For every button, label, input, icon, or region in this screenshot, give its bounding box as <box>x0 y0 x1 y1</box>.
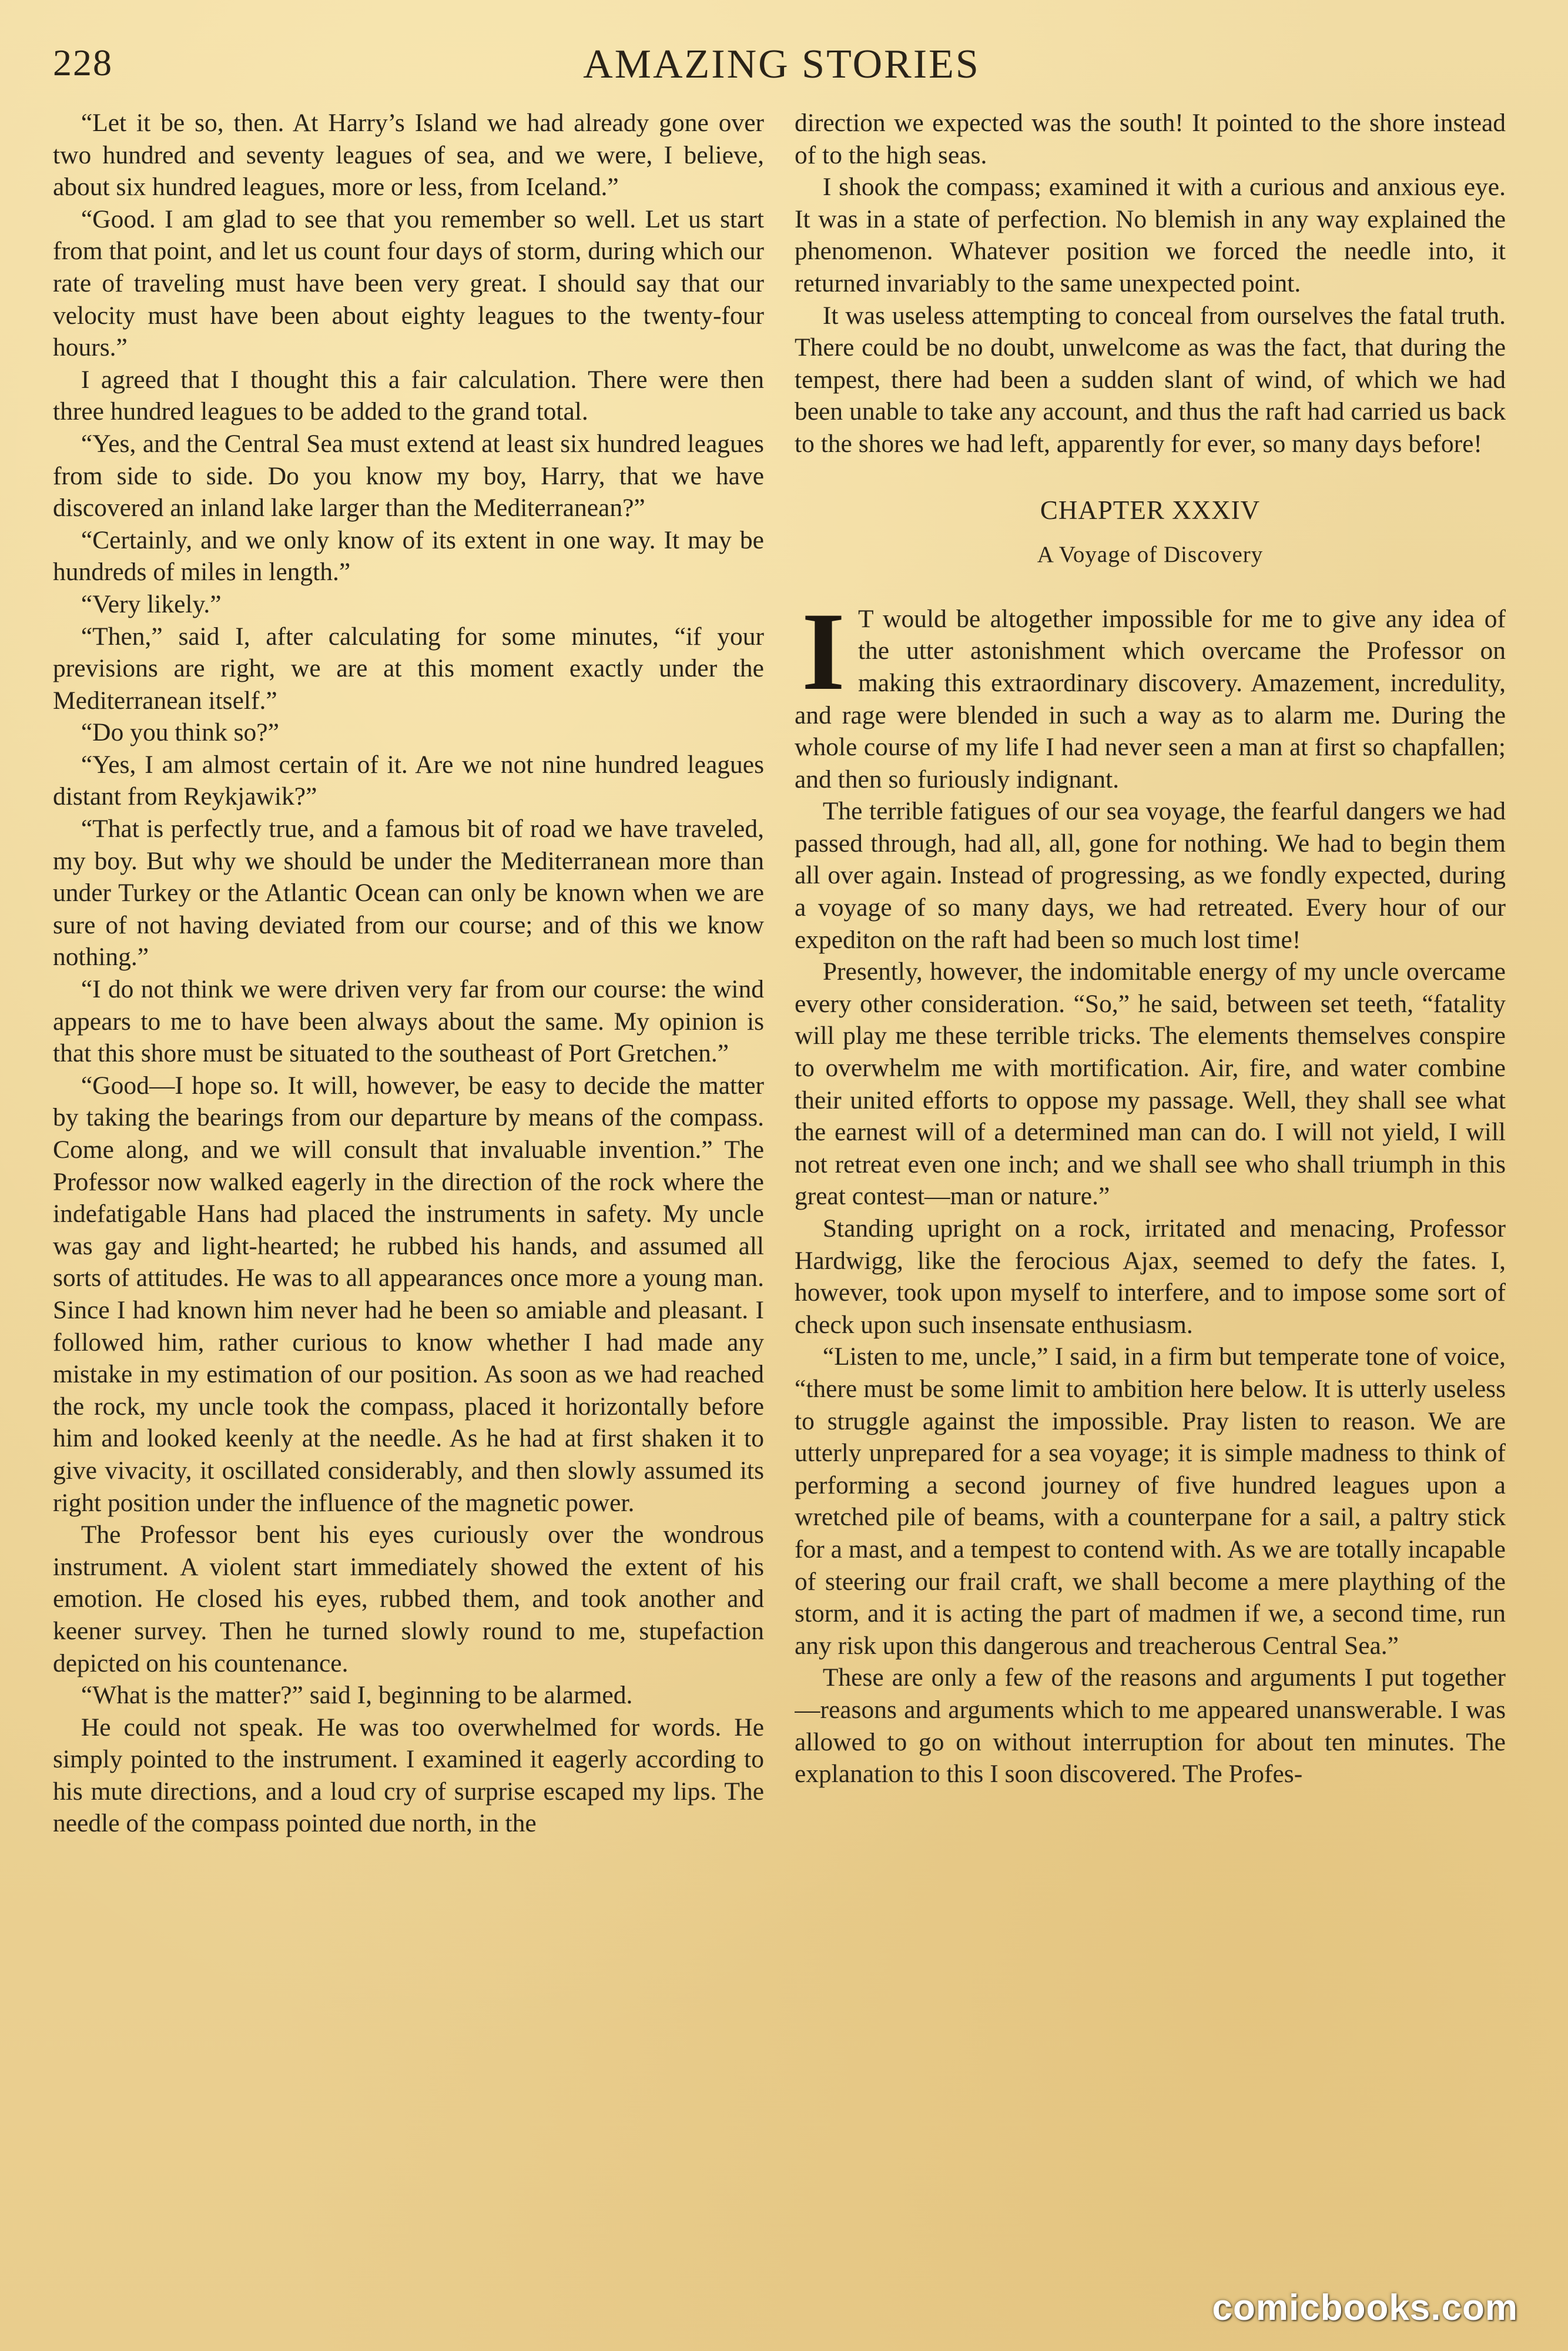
paragraph: “Yes, and the Central Sea must extend at least six hundred leagues from side to side. Do you know my boy, Harry, that we have discovered an inland lake larger than the Mediterranean?” <box>53 429 764 523</box>
paragraph: The terrible fatigues of our sea voyage, the fearful dangers we had passed through, had all, all, gone for nothing. We had to begin them all over again. Instead of progressing, as we fondly expected, during a voyage of so many days, we had retreated. Every hour of our expediton on the raft had been so much lost time! <box>795 797 1506 954</box>
paragraph: “Let it be so, then. At Harry’s Island we had already gone over two hundred and seventy leagues of sea, and we were, I believe, about six hundred leagues, more or less, from Iceland.” <box>53 109 764 202</box>
paragraph: “What is the matter?” said I, beginning to be alarmed. <box>81 1681 633 1710</box>
page-header <box>53 41 1510 94</box>
paragraph: I shook the compass; examined it with a curious and anxious eye. It was in a state of perfection. No blemish in any way explained the phenomenon. Whatever position we forced the needle into, it returned invariably to the same unexpected point. <box>795 173 1506 297</box>
paragraph: “I do not think we were driven very far from our course: the wind appears to me to have been always about the same. My opinion is that this shore must be situated to the southeast of Port Gretchen.” <box>53 975 764 1068</box>
paragraph: He could not speak. He was too overwhelmed for words. He simply pointed to the instrument. I examined it eagerly according to his mute directions, and a loud cry of surprise escaped my lips. The needle of the compass pointed due north, in the <box>53 1713 764 1838</box>
chapter-heading: CHAPTER XXXIV <box>1040 495 1261 525</box>
paragraph: “Good—I hope so. It will, however, be easy to decide the matter by taking the bearings from our departure by means of the compass. Come along, and we will consult that invaluable invention.” The Professor now walked eagerly in the direction of the rock where the indefatigable Hans had placed the instruments in safety. My uncle was gay and light-hearted; he rubbed his hands, and assumed all sorts of attitudes. He was to all appearances once more a young man. Since I had known him never had he been so amiable and pleasant. I followed him, rather curious to know whether I had made any mistake in my estimation of our position. As soon as we had reached the rock, my uncle took the compass, placed it horizontally before him and looked keenly at the needle. As he had at first shaken it to give vivacity, it oscillated considerably, and then slowly assumed its right position under the influence of the magnetic power. <box>53 1071 764 1517</box>
paragraph: Presently, however, the indomitable energy of my uncle overcame every other consideration. “So,” he said, between set teeth, “fatality will play me these terrible tricks. The elements themselves conspire to overwhelm me with mortification. Air, fire, and water combine their united efforts to oppose my passage. Well, they shall see what the earnest will of a determined man can do. I will not yield, I will not retreat even one inch; and we shall see who shall triumph in this great contest—man or nature.” <box>795 957 1506 1211</box>
paragraph: Standing upright on a rock, irritated and menacing, Professor Hardwigg, like the ferocious Ajax, seemed to defy the fates. I, however, took upon myself to interfere, and to impose some sort of check upon such insensate enthusiasm. <box>795 1214 1506 1339</box>
chapter-opening-paragraph <box>795 590 1506 796</box>
paragraph: “Very likely.” <box>81 590 222 618</box>
paragraph: “Good. I am glad to see that you remember so well. Let us start from that point, and let us count four days of storm, during which our rate of traveling must have been very great. I should say that our velocity must have been about eighty leagues to the twenty-four hours.” <box>53 205 764 362</box>
page-number: 228 <box>53 42 113 83</box>
paragraph: “Do you think so?” <box>81 718 279 747</box>
paragraph: I agreed that I thought this a fair calculation. There were then three hundred leagues to be added to the grand total. <box>53 365 764 426</box>
paragraph: “Certainly, and we only know of its extent in one way. It may be hundreds of miles in length.” <box>53 525 764 587</box>
running-title: AMAZING STORIES <box>583 42 980 87</box>
paragraph: “Listen to me, uncle,” I said, in a firm but temperate tone of voice, “there must be some limit to ambition here below. It is utterly useless to struggle against the impossible. Pray listen to reason. We are utterly unprepared for a sea voyage; it is simple madness to think of performing a second journey of five hundred leagues upon a wretched pile of beams, with a counterpane for a sail, a paltry stick for a mast, and a tempest to contend with. As we are totally incapable of steering our frail craft, we shall become a mere plaything of the storm, and it is acting the part of madmen if we, a second time, run any risk upon this dangerous and treacherous Central Sea.” <box>795 1342 1506 1660</box>
paragraph: direction we expected was the south! It pointed to the shore instead of to the high seas. <box>795 109 1506 169</box>
right-column <box>795 107 1506 2329</box>
left-column <box>53 107 764 2329</box>
chapter-subtitle: A Voyage of Discovery <box>1037 542 1264 568</box>
drop-cap: I <box>802 590 845 714</box>
paragraph: “Then,” said I, after calculating for some minutes, “if your previsions are right, we are at this moment exactly under the Mediterranean itself.” <box>53 622 764 715</box>
opening-text: T would be altogether impossible for me to give any idea of the utter astonishment which overcame the Professor on making this extraordinary discovery. Amazement, incredulity, and rage were blended in such a way as to alarm me. During the whole course of my life I had never seen a man at first so chapfallen; and then so furiously indignant. <box>795 604 1506 793</box>
watermark-logo: comicbooks.com <box>1212 2288 1518 2328</box>
paragraph: It was useless attempting to conceal from ourselves the fatal truth. There could be no doubt, unwelcome as was the fact, that during the tempest, there had been a sudden slant of wind, of which we had been unable to take any account, and thus the raft had carried us back to the shores we had left, apparently for ever, so many days before! <box>795 301 1506 458</box>
paragraph: “That is perfectly true, and a famous bit of road we have traveled, my boy. But why we should be under the Mediterranean more than under Turkey or the Atlantic Ocean can only be known when we are sure of not having deviated from our course; and of this we know nothing.” <box>53 815 764 972</box>
paragraph: These are only a few of the reasons and arguments I put together—reasons and arguments which to me appeared unanswerable. I was allowed to go on without interruption for about ten minutes. The explanation to this I soon discovered. The Profes- <box>795 1663 1506 1789</box>
paragraph: “Yes, I am almost certain of it. Are we not nine hundred leagues distant from Reykjawik?” <box>53 750 764 811</box>
paragraph: The Professor bent his eyes curiously over the wondrous instrument. A violent start immediately showed the extent of his emotion. He closed his eyes, rubbed them, and took another and keener survey. Then he turned slowly round to me, stupefaction depicted on his countenance. <box>53 1521 764 1677</box>
